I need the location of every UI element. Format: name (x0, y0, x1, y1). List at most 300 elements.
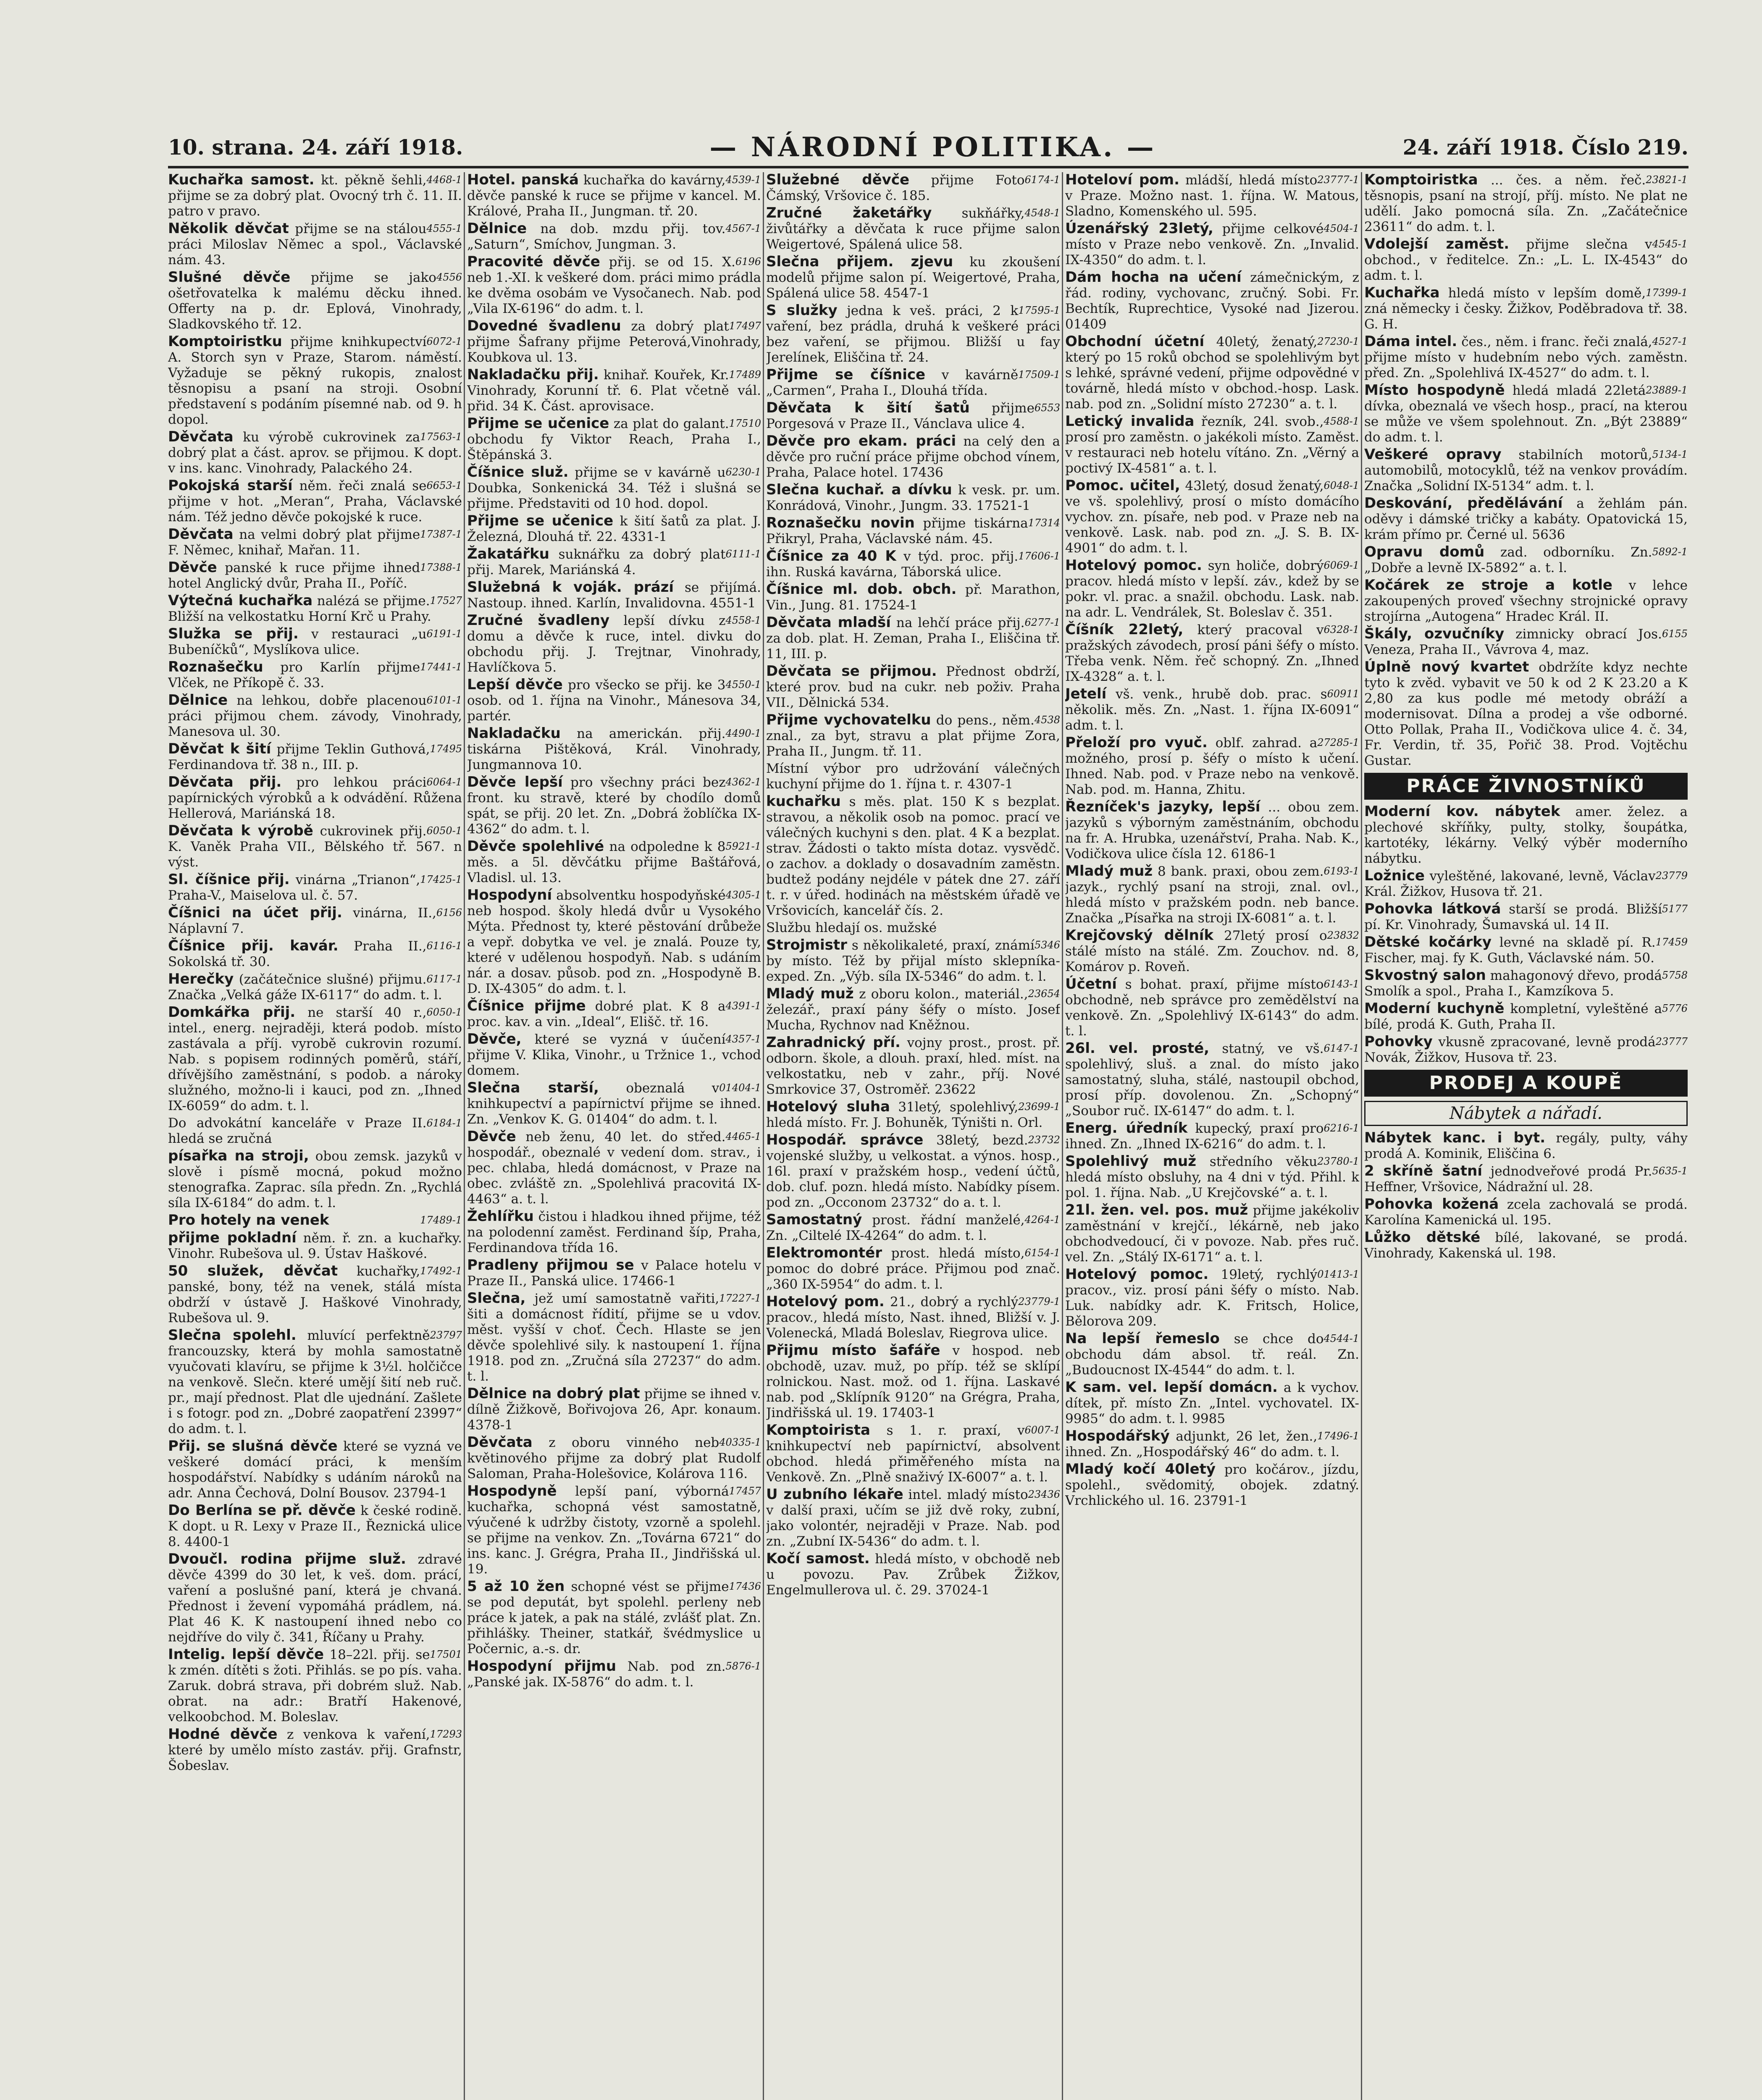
ad-code: 6193-1 (1323, 865, 1359, 877)
classified-ad (766, 482, 1060, 514)
ad-keyword: Komptoiristku (168, 333, 282, 350)
classified-ad (1364, 804, 1688, 866)
ad-text: ku výrobě cukrovinek za dobrý plat a část. aprov. se přijmou. K dopt. v ins. kanc. Vinohrady, Palackého 24. (168, 430, 462, 476)
ad-code: 17387-1 (420, 528, 462, 540)
column-4 (1065, 172, 1359, 2100)
classified-ad (1065, 1267, 1359, 1329)
ad-keyword: Kočí samost. (766, 1550, 870, 1567)
ad-keyword: Škály, ozvučníky (1364, 625, 1505, 642)
ad-keyword: Úplně nový kvartet (1364, 659, 1529, 675)
classified-ad (766, 986, 1060, 1033)
ad-text: mahagonový dřevo, prodá Smolík a spol., Praha I., Kamzíkova 5. (1364, 968, 1662, 999)
ad-keyword: Vdolejší zaměst. (1364, 236, 1510, 252)
ad-code: 17606-1 (1018, 550, 1060, 562)
classified-ad (168, 1005, 462, 1114)
ad-code: 5177 (1662, 903, 1688, 915)
ad-code: 23436 (1028, 1488, 1060, 1500)
ad-code: 4527-1 (1652, 336, 1688, 347)
classified-ad (1065, 478, 1359, 556)
ad-code: 17510 (729, 417, 761, 429)
ad-code: 4545-1 (1652, 238, 1688, 250)
ad-text: přijme Teklin Guthová, Ferdinandova tř. 38 n., III. p. (168, 742, 430, 772)
classified-ad (766, 549, 1060, 580)
column-separator (464, 172, 465, 2100)
ad-keyword: Děvče (168, 559, 217, 576)
ad-text: cukrovinek přij. K. Vaněk Praha VII., Bělského tř. 567. n výst. (168, 824, 462, 870)
ad-keyword: Číšnici na účet přij. (168, 904, 342, 921)
ad-keyword: S služky (766, 302, 838, 319)
ad-text: přijme se jako ošetřovatelka k malému děcku ihned. Offerty na p. dr. Eplová, Vinohrady, Sladkovského tř. 12. (168, 270, 462, 332)
ad-text: kuchařky, panské, bony, též na venek, stálá místa obdrží v ústavě J. Haškové Vinohrady, Rubešova ul. 9. (168, 1264, 462, 1326)
ad-keyword: Děvčata se přijmou. (766, 663, 937, 680)
ad-text: na velmi dobrý plat přijme F. Němec, knihař, Mařan. 11. (168, 527, 420, 558)
ad-code: 17489 (729, 369, 761, 381)
ad-text: prost. řádní manželé, Zn. „Ciltelé IX-4264“ do adm. t. l. (766, 1213, 1025, 1243)
classified-ad (1364, 334, 1688, 381)
classified-ad (766, 1343, 1060, 1421)
ad-code: 6277-1 (1024, 617, 1060, 628)
classified-ad (467, 1386, 761, 1433)
classified-ad (467, 1032, 761, 1079)
classified-ad (168, 971, 462, 1003)
ad-code: 17501 (430, 1648, 462, 1660)
ad-code: 17293 (430, 1728, 462, 1740)
ad-text: s bohat. praxí, přijme místo obchodně, neb správce pro zemědělství na venkově. Zn. „Spolehlivý IX-6143“ do adm. t. l. (1065, 977, 1359, 1039)
classified-ad (766, 515, 1060, 547)
ad-keyword: Děvčata (168, 526, 234, 543)
ad-code: 4550-1 (725, 679, 761, 690)
ad-text: kt. pěkně šehli, přijme se za dobrý plat. Ovocný trh č. 11. II. patro v pravo. (168, 173, 462, 219)
classified-ad (168, 527, 462, 558)
ad-text: čes., něm. i franc. řeči znalá, přijme místo v hudebním nebo vých. zaměstn. před. Zn. „Spolehlivá IX-4527“ do adm. t. l. (1364, 334, 1688, 381)
ad-code: 6154-1 (1024, 1247, 1060, 1259)
classified-ad (766, 937, 1060, 984)
classified-ad (766, 1212, 1060, 1244)
ad-code: 17509-1 (1018, 369, 1060, 381)
classified-ad (467, 254, 761, 317)
ad-text: 38letý, bezd. vojenské služby, u velkostat. a výnos. hosp., 16l. praxí v pražském hosp., vedení účtů, dob. cluf. pozn. hledá místo. Nabídky písem. pod zn. „Occonom 23732“ do a. t. l. (766, 1133, 1060, 1210)
ad-keyword: Slečna kuchař. a dívku (766, 481, 952, 498)
classified-ad (168, 823, 462, 870)
ad-text: zámečnickým, z řád. rodiny, vychovanc, zručný. Sobi. Fr. Bechtík, Ruprechtice, Vysoké nad Jizerou. 01409 (1065, 270, 1359, 332)
classified-ad (766, 582, 1060, 613)
ad-text: intel. mladý místo v další praxi, učím se již dvě roky, zubní, jako volontér, nejraději v Praze. Nab. pod zn. „Zubní IX-5436“ do adm. t. l. (766, 1487, 1060, 1549)
ad-code: 17441-1 (420, 661, 462, 673)
classified-ad (467, 998, 761, 1030)
ad-keyword: Pro hotely na venek (168, 1212, 329, 1228)
classified-ad (766, 367, 1060, 399)
ad-text: zdravé děvče 4399 do 30 let, k veš. dom. prácí, vaření a poslušné paní, která je chvaná. Přednost i ževení vypomáhá prádlem, ná. Plat 46 K. K nastoupení ihned nebo co nejdříve do vily č. 341, Říčany u Prahy. (168, 1552, 462, 1645)
ad-keyword: Samostatný (766, 1211, 862, 1228)
ad-keyword: Účetní (1065, 976, 1117, 992)
ad-keyword: Dělnice na dobrý plat (467, 1385, 640, 1402)
ad-code: 5776 (1662, 1003, 1688, 1014)
ad-keyword: Strojmistr (766, 937, 847, 953)
ad-text: vš. venk., hrubě dob. prac. s několik. měs. Zn. „Nast. 1. října IX-6091“ adm. t. l. (1065, 687, 1359, 733)
ad-keyword: Herečky (168, 971, 234, 987)
ad-text: za plat do galant. obchodu fy Viktor Reach, Praha I., Štěpánská 3. (467, 416, 761, 462)
ad-code: 4538 (1034, 714, 1060, 726)
ad-code: 4555-1 (426, 223, 462, 234)
ad-code: 23732 (1028, 1134, 1060, 1146)
ad-text: panské k ruce přijme ihned hotel Anglický dvůr, Praha II., Poříč. (168, 560, 420, 591)
ad-text: hledá místo, v obchodě neb u povozu. Pav. Zrůbek Žižkov, Engelmullerova ul. č. 29. 37024-1 (766, 1551, 1060, 1598)
classified-ad (1364, 236, 1688, 284)
ad-keyword: přijme pokladní (168, 1229, 297, 1246)
classified-ad (766, 615, 1060, 662)
ad-text: mládší, hledá místo v Praze. Možno nast. 1. října. W. Matous, Sladno, Komenského ul. 595. (1065, 173, 1359, 219)
ad-text: do pens., něm. znal., za byt, stravu a plat přijme Zora, Praha II., Jungm. tř. 11. (766, 713, 1060, 759)
ad-keyword: Děvčata (168, 428, 234, 445)
ad-keyword: Hospodyní (467, 887, 552, 903)
classified-ad (168, 1263, 462, 1326)
ad-code: 6156 (436, 907, 462, 919)
ad-text: přijme se v kavárně u Doubka, Sonkenická 34. Též i slušná se přijme. Představiti od 10 hod. dopol. (467, 465, 761, 511)
header-left: 10. strana. 24. září 1918. (168, 134, 463, 160)
ad-code: 6101-1 (426, 694, 462, 706)
ad-code: 17227-1 (719, 1292, 761, 1304)
classified-ad (467, 1080, 761, 1127)
ad-keyword: Pomoc. učitel, (1065, 477, 1180, 494)
ad-text: obdržíte kdyz nechte tyto k zvěd. vybavit ve 50 k od 2 K 23.20 a K 2,80 za kus podle mé metody obráží a modernisovat. Dílna a prodej a vše odborné. Otto Pollak, Praha II., Vodičkova ulice 4. č. 34, Fr. Verdin, tř. 35, Pořič 38. Prod. Vojtěchu Gustar. (1364, 660, 1688, 768)
ad-text: kupecký, praxí pro ihned. Zn. „Ihned IX-6216“ do adm. t. l. (1065, 1121, 1326, 1152)
ad-keyword: Řezníček's jazyky, lepší (1065, 798, 1260, 815)
classified-ad (168, 741, 462, 773)
ad-keyword: Děvčata přij. (168, 774, 282, 790)
ad-text: s měs. plat. 150 K s bezplat. stravou, a několik osob na pomoc. prací ve válečných kuchyni s den. plat. 4 K a bezplat. strav. Žádosti o takto místa dotaz. vysvědč. o zachov. a doklady o dosavadním zaměstn. budtež podány nejdéle v pátek dne 27. září t. r. v úřed. hodinách na městském úřadě ve Vršovicích, kancelář čís. 2. (766, 794, 1060, 918)
classified-ad (1065, 928, 1359, 975)
ad-text: 31letý, spolehlivý, hledá místo. Fr. J. Bohuněk, Týništi n. Orl. (766, 1100, 1043, 1130)
ad-keyword: Komptoiristka (1364, 172, 1478, 188)
classified-ad (1065, 1331, 1359, 1378)
classified-ad (1364, 383, 1688, 445)
classified-ad (168, 270, 462, 332)
ad-keyword: Zručné žaketářky (766, 205, 932, 221)
classified-ad (1065, 270, 1359, 332)
ad-text: řezník, 24l. svob., prosí pro zaměstn. o jakékoli místo. Zaměst. v restauraci neb hotelu vítáno. Zn. „Věrný a poctivý IX-4581“ a. t. l. (1065, 414, 1359, 476)
ad-keyword: Služka se přij. (168, 625, 299, 642)
ad-keyword: Výtečná kuchařka (168, 592, 313, 609)
ad-keyword: Několik děvčat (168, 220, 289, 237)
ad-keyword: Roznašečku (168, 659, 263, 675)
ad-code: 60911 (1327, 688, 1359, 700)
ad-text: dobré plat. K 8 a proc. kav. a vin. „Ideal“, Elišč. tř. 16. (467, 999, 726, 1029)
ad-code: 4362-1 (725, 776, 761, 788)
classified-ad (1364, 868, 1688, 900)
ad-code: 17595-1 (1018, 304, 1060, 316)
ad-keyword: kuchařku (766, 793, 841, 810)
ad-text: 40letý, ženatý, který po 15 roků obchod se spolehlivým byt s lehké, správné vedení, přijme odpovědné v továrně, hledá místo v obchod.-hosp. Lask. nab. pod zn. „Solidní místo 27230“ a. t. l. (1065, 334, 1359, 412)
section-banner: PRÁCE ŽIVNOSTNÍKŮ (1364, 773, 1688, 800)
classified-ad (168, 1551, 462, 1645)
header-right: 24. září 1918. Číslo 219. (1402, 134, 1688, 160)
ad-text: k české rodině. K dopt. u R. Lexy v Praze II., Řeznická ulice 8. 4400-1 (168, 1503, 462, 1549)
ad-text: vinárna, II., Náplavní 7. (168, 906, 436, 936)
classified-ad (1065, 686, 1359, 733)
ad-code: 17459 (1655, 936, 1688, 948)
ad-code: 17563-1 (420, 431, 462, 443)
ad-code: 23821-1 (1646, 174, 1688, 186)
classified-ad (467, 1659, 761, 1690)
ad-text: schopné vést se přijme se pod deputát, byt spolehl. perleny neb práce k jatek, a pak na stálé, zvlášť plat. Zn. přihlášky. Theiner, statkář, švédmyslice u Počernic, a.-s. dr. (467, 1579, 761, 1656)
section-banner: Nábytek a nářadí. (1364, 1101, 1688, 1126)
ad-text: pro Karlín přijme Vlček, ne Příkopě č. 33. (168, 660, 420, 690)
ad-keyword: Sl. číšnice přij. (168, 871, 290, 888)
ad-text: v restauraci „u Bubeníčků“, Myslíkova ulice. (168, 627, 427, 657)
ad-text: se přijímá. Nastoup. ihned. Karlín, Invalidovna. 4551-1 (467, 580, 761, 611)
classified-ad (168, 1230, 462, 1262)
ad-code: 6174-1 (1024, 174, 1060, 186)
classified-ad (1065, 1202, 1359, 1265)
classified-ad (1065, 799, 1359, 862)
ad-keyword: Děvčata k výrobě (168, 822, 313, 839)
classified-ad (168, 1148, 462, 1211)
ad-keyword: Přijme se číšnice (766, 366, 926, 383)
ad-text: 43letý, dosud ženatý, ve vš. spolehlivý, prosí o místo domácího vychov. zn. písaře, neb pod. v Praze neb na venkově. Lask. nab. pod zn. „J. S. B. IX-4901“ do adm. t. l. (1065, 478, 1359, 556)
ad-keyword: Děvče (467, 1128, 516, 1145)
ad-text: sukňářky, živůtářky a děvčata k ruce přijme salon Weigertové, Spálená ulice 58. (766, 206, 1060, 252)
section-banner: PRODEJ A KOUPĚ (1364, 1070, 1688, 1097)
classified-ad (168, 872, 462, 903)
ad-code: 17457 (729, 1485, 761, 1497)
ad-code: 6191-1 (426, 628, 462, 640)
ad-text: k vesk. pr. um. Konrádová, Vinohr., Jungm. 33. 17521-1 (766, 483, 1060, 513)
classified-ad (1364, 1001, 1688, 1032)
ad-text: obeznalá v knihkupectví a papírnictví přijme se ihned. Zn. „Venkov K. G. 01404“ do adm. t. l. (467, 1081, 761, 1127)
ad-text: přijme jakékoliv zaměstnání v krejčí., lékárně, neb jako obchodvedoucí, či v povoze. Nab. přes ruč. vel. Zn. „Stálý IX-6171“ a. t. l. (1065, 1203, 1359, 1265)
ad-keyword: Přij. se slušná děvče (168, 1438, 338, 1454)
ad-code: 23699-1 (1018, 1101, 1060, 1113)
ad-keyword: písařka na stroji, (168, 1147, 309, 1164)
classified-ad (1065, 558, 1359, 620)
ad-keyword: Mladý muž (766, 985, 854, 1002)
ad-text: v Palace hotelu v Praze II., Panská ulice. 17466-1 (467, 1258, 761, 1289)
ad-text: 8 bank. praxi, obou zem. jazyk., rychlý psaní na stroji, znal. ovl., hledá místo v pražském podn. neb bance. Značka „Písařka na stroji IX-6081“ a. t. l. (1065, 864, 1359, 926)
ad-text: Do advokátní kanceláře v Praze II. hledá se zručná (168, 1116, 427, 1146)
ad-keyword: Pohovka látková (1364, 900, 1501, 917)
classified-ad (467, 221, 761, 252)
ad-code: 5892-1 (1652, 546, 1688, 558)
ad-text: s několikaleté, praxí, známí by místo. Též by přijal místo sklepníka-exped. Zn. „Výb. síla IX-5346“ do adm. t. l. (766, 938, 1060, 984)
classified-ad (766, 1035, 1060, 1097)
classified-ad (1065, 172, 1359, 219)
ad-keyword: Letický invalida (1065, 413, 1195, 430)
ad-text: Praha II., Sokolská tř. 30. (168, 939, 427, 969)
ad-keyword: Dám hocha na učení (1065, 269, 1242, 286)
ad-code: 6064-1 (426, 776, 462, 788)
ad-text: regály, pulty, váhy prodá A. Kominik, Eliščina 6. (1364, 1131, 1688, 1161)
ad-text: 27letý prosí o stálé místo na stálé. Zm. Zouchov. nd. 8, Komárov p. Roveň. (1065, 928, 1359, 974)
classified-ad (467, 887, 761, 997)
classified-ad (168, 221, 462, 268)
ad-code: 17495 (430, 743, 462, 755)
ad-text: jednodveřové prodá Pr. Heffner, Vršovice, Nádražní ul. 28. (1364, 1164, 1652, 1194)
classified-ad (467, 1209, 761, 1256)
ad-text: čistou i hladkou ihned přijme, též na polodenní zaměst. Ferdinand šíp, Praha, Ferdinandova třída 16. (467, 1209, 761, 1255)
classified-ad (1364, 172, 1688, 235)
ad-keyword: Přijmu místo šafáře (766, 1342, 940, 1359)
column-1 (168, 172, 462, 2100)
ad-code: 4357-1 (725, 1033, 761, 1045)
classified-ad (1364, 578, 1688, 625)
ad-code: 23889-1 (1646, 384, 1688, 396)
ad-code: 23779 (1655, 870, 1688, 882)
classified-ad (467, 1257, 761, 1289)
ad-keyword: Hospodyní přijmu (467, 1658, 617, 1675)
classified-ad (1364, 544, 1688, 576)
ad-keyword: Slušné děvče (168, 269, 291, 286)
classified-ad (168, 1213, 462, 1228)
ad-code: 4305-1 (725, 889, 761, 901)
ad-text: které se vyzná ve veškeré domácí práci, k menším hospodářství. Nabídky s udáním nároků na adr. Anna Čechová, Dolní Bousov. 23794-1 (168, 1439, 462, 1501)
ad-code: 17492-1 (420, 1265, 462, 1277)
classified-ad (467, 1129, 761, 1207)
ad-keyword: Děvčat k šití (168, 740, 271, 757)
ad-code: 4558-1 (725, 614, 761, 626)
classified-ad (467, 726, 761, 773)
classified-ad (467, 677, 761, 724)
ad-keyword: Číšnice ml. dob. obch. (766, 581, 957, 598)
ad-code: 4465-1 (725, 1131, 761, 1142)
ad-keyword: Pracovité děvče (467, 253, 600, 270)
ad-text: pro všecko se přij. ke 3 osob. od 1. října na Vinohr., Mánesova 34, partér. (467, 677, 761, 724)
column-separator (763, 172, 764, 2100)
ad-code: 40335-1 (719, 1436, 761, 1448)
ad-code: 17436 (729, 1580, 761, 1592)
ad-keyword: Krejčovský dělník (1065, 927, 1214, 944)
ad-text: stabilních motorů, automobilů, motocyklů, též na venkov provádím. Značka „Solidní IX-5134“ adm. t. l. (1364, 447, 1688, 494)
classified-ad (1364, 901, 1688, 933)
ad-text: starší se prodá. Bližší pí. Kr. Vinohrady, Šumavská ul. 14 II. (1364, 902, 1662, 932)
ad-text: pro lehkou práci papírnických výrobků a k odvádění. Růžena Hellerová, Mariánská 18. (168, 775, 462, 821)
ad-keyword: Ložnice (1364, 867, 1425, 884)
classified-ad (1065, 735, 1359, 798)
ad-keyword: Dětské kočárky (1364, 934, 1492, 950)
ad-code: 6116-1 (426, 940, 462, 952)
column-separator (1062, 172, 1063, 2100)
ad-text: Nab. pod zn. „Panské jak. IX-5876“ do adm. t. l. (467, 1659, 726, 1690)
classified-ad (1364, 1230, 1688, 1261)
classified-ad (766, 400, 1060, 432)
ad-code: 23797 (430, 1329, 462, 1341)
classified-ad (168, 1727, 462, 1774)
ad-text: na odpoledne k 8 měs. a 5l. děvčátku přijme Baštářová, Vladisl. ul. 13. (467, 839, 761, 885)
classified-ad (168, 1116, 462, 1147)
ad-text: př. Marathon, Vin., Jung. 81. 17524-1 (766, 582, 1060, 613)
ad-keyword: Děvčata k šití šatů (766, 399, 970, 416)
ad-keyword: Děvčata (467, 1434, 533, 1451)
ad-text: amer. želez. a plechové skříňky, pulty, stolky, šoupátka, kartotéky, lékárny. Velký výběr moderního nábytku. (1364, 804, 1688, 866)
classified-ad (168, 560, 462, 591)
ad-keyword: Číšnice přijme (467, 998, 586, 1014)
ad-code: 6653-1 (426, 480, 462, 491)
ad-text: kompletní, vyleštěné a bílé, prodá K. Guth, Praha II. (1364, 1001, 1662, 1032)
ad-keyword: Do Berlína se př. děvče (168, 1502, 356, 1519)
ad-keyword: Dělnice (168, 692, 228, 709)
ad-code: 4391-1 (725, 1000, 761, 1012)
classified-ad (766, 712, 1060, 759)
ad-text: prost. hledá místo, pomoc do dobré práce. Přijmou pod znač. „360 IX-5954“ do adm. t. l. (766, 1246, 1060, 1292)
ad-text: který pracoval v pražských závodech, prosí páni šéfy o místo. Třeba venk. Něm. řeč schopný. Zn. „Ihned IX-4328“ a. t. l. (1065, 622, 1359, 684)
ad-keyword: Kuchařka (1364, 284, 1440, 301)
ad-text: přijme celkové místo v Praze nebo venkově. Zn. „Invalid. IX-4350“ do adm. t. l. (1065, 221, 1359, 268)
ad-keyword: 50 služek, děvčat (168, 1263, 338, 1279)
ad-code: 6328-1 (1323, 624, 1359, 635)
ad-code: 27230-1 (1317, 336, 1359, 347)
column-separator (1361, 172, 1362, 2100)
classified-ad (766, 664, 1060, 711)
ad-text: Místní výbor pro udržování válečných kuchyní přijme do 1. října t. r. 4307-1 (766, 761, 1060, 792)
ad-keyword: Energ. úředník (1065, 1120, 1188, 1137)
ad-code: 4490-1 (725, 727, 761, 739)
classified-ad (168, 1438, 462, 1501)
ad-code: 6007-1 (1024, 1424, 1060, 1436)
ad-keyword: Slečna spolehl. (168, 1327, 297, 1344)
ad-text: Přednost obdrží, které prov. bud na cukr. neb poživ. Praha VII., Dělnická 534. (766, 664, 1060, 710)
ad-keyword: Služebná k voják. prází (467, 579, 674, 596)
classified-ad (766, 1132, 1060, 1210)
ad-keyword: Přijme vychovatelku (766, 711, 931, 728)
classified-ad (1364, 1197, 1688, 1228)
ad-text: něm. řeči znalá se přijme v hot. „Meran“, Praha, Václavské nám. Též jedno děvče pokojské k ruce. (168, 478, 462, 525)
ad-text: lepší paní, výborná kuchařka, schopná vést samostatně, výučené k udržby čistoty, vzorně a spolehl. se přijme na venkov. Zn. „Továrna 6721“ do ins. kanc. J. Grégra, Praha II., Jindřišská ul. 19. (467, 1484, 761, 1577)
ad-keyword: Slečna starší, (467, 1079, 599, 1096)
ad-text: mluvící perfektně francouzsky, která by mohla samostatně vyučovati klavíru, se přijme k 3½l. holčičce na venkově. Slečn. které umějí šití neb ruč. pr., mají přednost. Plat dle ujednání. Zašlete i s fotogr. pod zn. „Dobré zaopatření 23997“ do adm. t. l. (168, 1328, 462, 1436)
ad-code: 5758 (1662, 969, 1688, 981)
classified-ad (467, 416, 761, 463)
ad-code: 4567-1 (725, 223, 761, 234)
ad-code: 4588-1 (1323, 415, 1359, 427)
ad-keyword: Děvče, (467, 1031, 522, 1047)
ad-text: adjunkt, 26 let, žen., ihned. Zn. „Hospodářský 46“ do adm. t. l. (1065, 1429, 1340, 1460)
classified-ad (467, 318, 761, 365)
ad-text: přijme slečna v obchod., v ředitelce. Zn.: „L. L. IX-4543“ do adm. t. l. (1364, 237, 1688, 283)
ad-keyword: Přijme se učenice (467, 415, 609, 432)
ad-keyword: 2 skříně šatní (1364, 1163, 1482, 1179)
ad-code: 6553 (1034, 402, 1060, 414)
ad-keyword: Hotel. panská (467, 172, 579, 188)
classified-ad (1364, 934, 1688, 966)
classified-ad (1364, 659, 1688, 769)
classified-ad (467, 172, 761, 219)
ad-code: 4264-1 (1024, 1214, 1060, 1226)
ad-code: 6216-1 (1323, 1122, 1359, 1134)
ad-text: statný, ve vš. spolehlivý, sluš. a znal. do místo jako samostatný, sluha, stálé, nastoupil obchod, prosí příp. dovolenou. Zn. „Schopný“ „Soubor ruč. IX-6147“ do adm. t. l. (1065, 1041, 1359, 1118)
ad-text: suknářku za dobrý plat přij. Marek, Mariánská 4. (467, 547, 726, 578)
ad-code: 01404-1 (719, 1082, 761, 1094)
ad-keyword: Číšnice služ. (467, 464, 569, 480)
ad-text: na dob. mzdu přij. tov. „Saturn“, Smíchov, Jungman. 3. (467, 221, 726, 252)
ad-keyword: Děvče spolehlivé (467, 838, 604, 855)
ad-keyword: Domkářka přij. (168, 1004, 296, 1021)
ad-code: 6050-1 (426, 1006, 462, 1018)
ad-keyword: Slečna, (467, 1290, 526, 1307)
ad-keyword: Číšnice přij. kavár. (168, 937, 339, 954)
classified-ad (1065, 221, 1359, 268)
ad-code: 17527 (430, 595, 462, 606)
ad-keyword: Hospodyně (467, 1483, 557, 1499)
ad-keyword: Deskování, předělávání (1364, 495, 1563, 512)
classified-ad (766, 920, 1060, 936)
ad-code: 17388-1 (420, 562, 462, 573)
ad-keyword: Pradleny přijmou se (467, 1257, 634, 1273)
classified-ad (1364, 496, 1688, 543)
ad-code: 23777-1 (1317, 174, 1359, 186)
ad-keyword: Veškeré opravy (1364, 446, 1502, 463)
ad-keyword: Služebné děvče (766, 172, 910, 188)
ad-keyword: Žakatářku (467, 546, 549, 562)
ad-keyword: Nakladačku (467, 725, 561, 742)
